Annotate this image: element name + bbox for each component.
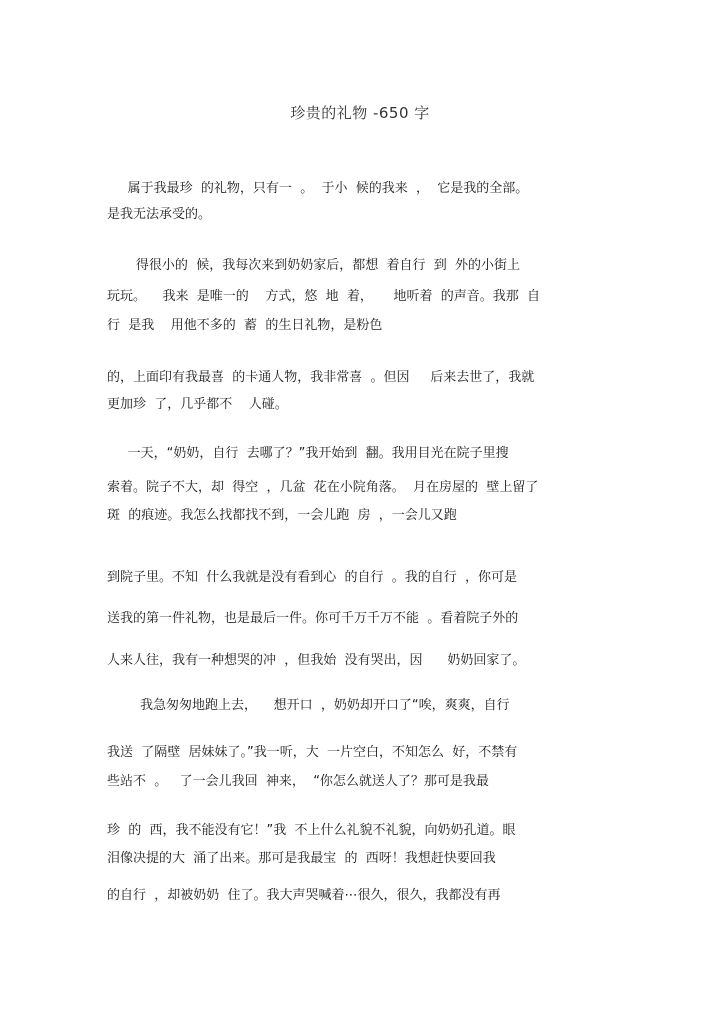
text-line: 玩玩。 我来 是唯一的 方式，悠 地 着， 地听着 的声音。我那 自 [107, 289, 541, 304]
text-line: 珍 的 西，我不能没有它！”我 不上什么礼貌不礼貌，向奶奶孔道。眼 [107, 823, 516, 838]
text-line: 斑 的痕迹。我怎么找都找不到，一会儿跑 房 ，一会儿又跑 [107, 508, 457, 523]
text-line: 更加珍 了，几乎都不 人碰。 [107, 397, 288, 412]
document-title: 珍贵的礼物 -650 字 [290, 104, 430, 122]
text-line: 送我的第一件礼物，也是最后一件。你可千万千万不能 。看着院子外的 [107, 611, 519, 626]
text-line: 是我无法承受的。 [107, 207, 212, 222]
text-line: 属于我最珍 的礼物，只有一 。 于小 候的我来 ， 它是我的全部。 [107, 181, 529, 196]
text-line: 行 是我 用他不多的 蓄 的生日礼物，是粉色 [107, 318, 383, 333]
text-line: 我送 了隔壁 居妹妹了。”我一听，大 一片空白，不知怎么 好，不禁有 [107, 745, 518, 760]
text-line: 我急匆匆地跑上去， 想开口 ，奶奶却开口了“唉，爽爽，自行 [107, 698, 510, 713]
text-line: 些站不 。 了一会儿我回 神来， “你怎么就送人了？那可是我最 [107, 774, 489, 789]
text-line: 的自行 ，却被奶奶 住了。我大声哭喊着⋯很久，很久，我都没有再 [107, 888, 501, 903]
text-line: 到院子里。不知 什么我就是没有看到心 的自行 。我的自行 ，你可是 [107, 570, 518, 585]
text-line: 泪像决提的大 涌了出来。那可是我最宝 的 西呀！我想赶快要回我 [107, 851, 496, 866]
text-line: 一天，“奶奶，自行 去哪了？”我开始到 翻。我用目光在院子里搜 [107, 446, 509, 461]
text-line: 索着。院子不大，却 得空 ，几盆 花在小院角落。 月在房屋的 壁上留了 [107, 480, 539, 495]
text-line: 得很小的 候，我每次来到奶奶家后，都想 着自行 到 外的小街上 [107, 258, 520, 273]
text-line: 的，上面印有我最喜 的卡通人物，我非常喜 。但因 后来去世了，我就 [107, 370, 535, 385]
text-line: 人来人往，我有一种想哭的冲 ，但我始 没有哭出，因 奶奶回家了。 [107, 653, 526, 668]
